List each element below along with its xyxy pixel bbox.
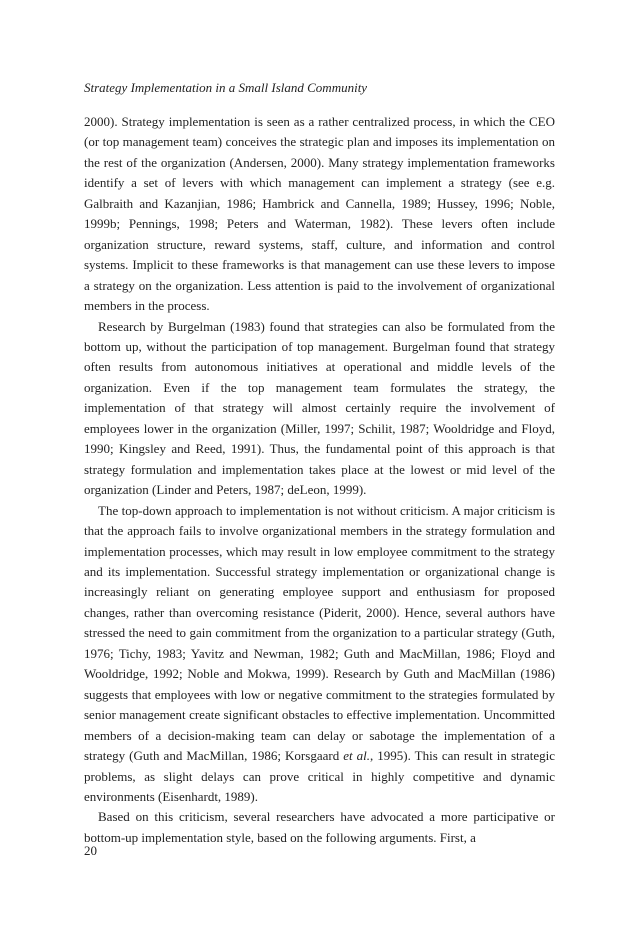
paragraph-text: The top-down approach to implementation is not without criticism. A major criticism is that the approach fails to involve organizational members in the strategy formulation and implementation processes, which may result in low employee commitment to the strategy and its implementation. Successful strategy implementation or organizational change is increasingly reliant on generating employee support and enthusiasm for proposed changes, rather than overcoming resistance (Piderit, 2000). Hence, several authors have stressed the need to gain commitment from the organization to a particular strategy (Guth, 1976; Tichy, 1983; Yavitz and Newman, 1982; Guth and MacMillan, 1986; Floyd and Wooldridge, 1992; Noble and Mokwa, 1999). Research by Guth and MacMillan (1986) suggests that employees with low or negative commitment to the strategies formulated by senior management create significant obstacles to effective implementation. Uncommitted members of a decision-making team can delay or sabotage the implementation of a strategy (Guth and MacMillan, 1986; Korsgaard: [84, 502, 555, 764]
paragraph-text: Based on this criticism, several researchers have advocated a more participative or bottom-up implementation style, based on the following arguments. First, a: [84, 809, 555, 845]
paragraph: [84, 807, 555, 848]
paragraph-text: et al.: [343, 748, 371, 764]
paragraph: [84, 317, 555, 501]
paragraph: [84, 501, 555, 808]
running-head: Strategy Implementation in a Small Island Community: [84, 80, 368, 95]
paragraph: [84, 112, 555, 317]
body-text: [84, 112, 555, 848]
paragraph-text: , 1995). This can result in strategic problems, as slight delays can prove critical in highly competitive and dynamic environments (Eisenhardt, 1989).: [84, 748, 555, 804]
page-number: 20: [84, 843, 97, 858]
paragraph-text: 2000). Strategy implementation is seen as a rather centralized process, in which the CEO (or top management team) conceives the strategic plan and imposes its implementation on the rest of the organization (Andersen, 2000). Many strategy implementation frameworks identify a set of levers with which management can implement a strategy (see e.g. Galbraith and Kazanjian, 1986; Hambrick and Cannella, 1989; Hussey, 1996; Noble, 1999b; Pennings, 1998; Peters and Waterman, 1982). These levers often include organization structure, reward systems, staff, culture, and information and control systems. Implicit to these frameworks is that management can use these levers to impose a strategy on the organization. Less attention is paid to the involvement of organizational members in the process.: [84, 114, 555, 314]
paragraph-text: Research by Burgelman (1983) found that strategies can also be formulated from the bottom up, without the participation of top management. Burgelman found that strategy often results from autonomous initiatives at operational and middle levels of the organization. Even if the top management team formulates the strategy, the implementation of that strategy will almost certainly require the involvement of employees lower in the organization (Miller, 1997; Schilit, 1987; Wooldridge and Floyd, 1990; Kingsley and Reed, 1991). Thus, the fundamental point of this approach is that strategy formulation and implementation takes place at the lowest or mid level of the organization (Linder and Peters, 1987; deLeon, 1999).: [84, 318, 555, 498]
